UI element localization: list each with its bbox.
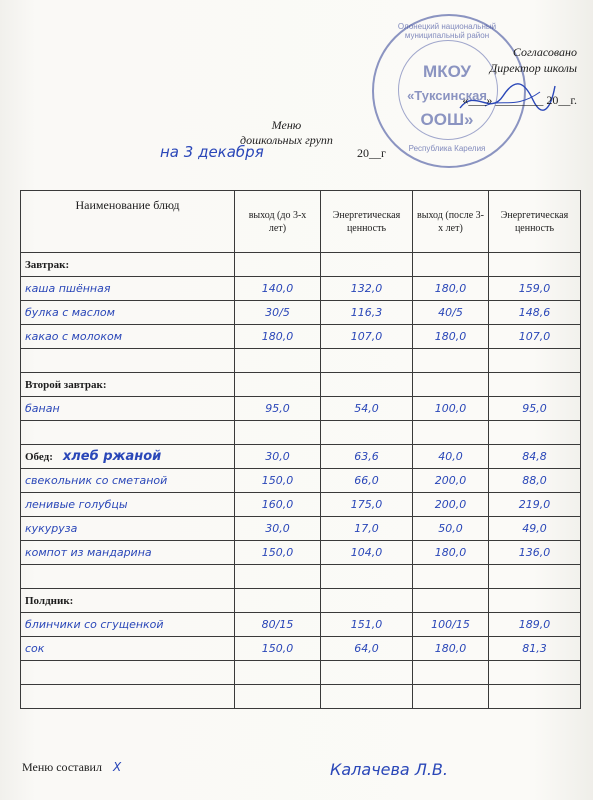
- menu-table: [20, 190, 581, 709]
- cell-empty: [321, 589, 413, 613]
- approval-block: [462, 44, 577, 108]
- cell-empty: [321, 253, 413, 277]
- approval-role: Директор школы: [489, 61, 577, 75]
- dish-name-cell: [21, 685, 235, 709]
- table-row: [21, 469, 581, 493]
- value-cell: 66,0: [321, 469, 413, 493]
- table-row: [21, 493, 581, 517]
- dish-name-cell: [21, 421, 235, 445]
- value-cell: 107,0: [321, 325, 413, 349]
- value-cell: 200,0: [413, 469, 489, 493]
- value-cell: [489, 661, 581, 685]
- value-cell: 88,0: [489, 469, 581, 493]
- menu-year-suffix: г: [380, 146, 386, 160]
- cell-value: 84,8: [489, 445, 581, 469]
- value-cell: 107,0: [489, 325, 581, 349]
- menu-year: 20__г: [356, 146, 386, 160]
- value-cell: 95,0: [489, 397, 581, 421]
- section-title: [21, 589, 235, 613]
- cell-empty: [489, 589, 581, 613]
- value-cell: 150,0: [235, 541, 321, 565]
- value-cell: [235, 349, 321, 373]
- value-cell: [413, 565, 489, 589]
- section-title-text: Обед:: [25, 451, 53, 463]
- cell-empty: [489, 253, 581, 277]
- value-cell: [321, 349, 413, 373]
- cell-value: 40,0: [413, 445, 489, 469]
- header-yield-over3: выход (после 3-х лет): [413, 191, 489, 253]
- value-cell: 150,0: [235, 637, 321, 661]
- value-cell: 40/5: [413, 301, 489, 325]
- section-title-text: Второй завтрак:: [25, 378, 107, 391]
- menu-handwritten-date: на 3 декабря: [160, 143, 264, 161]
- value-cell: [235, 685, 321, 709]
- cell-empty: [321, 373, 413, 397]
- table-row: [21, 541, 581, 565]
- value-cell: 100/15: [413, 613, 489, 637]
- value-cell: 180,0: [235, 325, 321, 349]
- cell-empty: [235, 253, 321, 277]
- header-energy-over3: Энергетическая ценность: [489, 191, 581, 253]
- section-title: [21, 445, 235, 469]
- value-cell: 160,0: [235, 493, 321, 517]
- dish-name-cell: какао с молоком: [21, 325, 235, 349]
- table-row: [21, 517, 581, 541]
- value-cell: 180,0: [413, 637, 489, 661]
- cell-empty: [235, 373, 321, 397]
- dish-name-cell: ленивые голубцы: [21, 493, 235, 517]
- header-yield-under3: выход (до 3-х лет): [235, 191, 321, 253]
- value-cell: 151,0: [321, 613, 413, 637]
- cell-value: 63,6: [321, 445, 413, 469]
- value-cell: 136,0: [489, 541, 581, 565]
- value-cell: 159,0: [489, 277, 581, 301]
- dish-name-cell: компот из мандарина: [21, 541, 235, 565]
- section-row: [21, 445, 581, 469]
- compiled-label: Меню составил: [22, 760, 102, 774]
- table-row: [21, 349, 581, 373]
- value-cell: [489, 685, 581, 709]
- table-row: [21, 277, 581, 301]
- dish-name-cell: булка с маслом: [21, 301, 235, 325]
- value-cell: 180,0: [413, 277, 489, 301]
- cell-empty: [235, 589, 321, 613]
- value-cell: 49,0: [489, 517, 581, 541]
- value-cell: [321, 661, 413, 685]
- value-cell: [235, 661, 321, 685]
- value-cell: 30,0: [235, 517, 321, 541]
- section-title-text: Завтрак:: [25, 258, 70, 271]
- value-cell: 64,0: [321, 637, 413, 661]
- compiled-by: [22, 760, 121, 775]
- dish-name-cell: сок: [21, 637, 235, 661]
- dish-name-cell: блинчики со сгущенкой: [21, 613, 235, 637]
- table-row: [21, 421, 581, 445]
- table-row: [21, 301, 581, 325]
- value-cell: 150,0: [235, 469, 321, 493]
- value-cell: [321, 421, 413, 445]
- menu-date: [160, 143, 386, 161]
- cell-value: 30,0: [235, 445, 321, 469]
- value-cell: 200,0: [413, 493, 489, 517]
- table-row: [21, 325, 581, 349]
- value-cell: 175,0: [321, 493, 413, 517]
- value-cell: 81,3: [489, 637, 581, 661]
- value-cell: [413, 661, 489, 685]
- table-row: [21, 661, 581, 685]
- value-cell: 132,0: [321, 277, 413, 301]
- table-row: [21, 397, 581, 421]
- dish-name-cell: [21, 565, 235, 589]
- dish-name-cell: кукуруза: [21, 517, 235, 541]
- section-title: [21, 373, 235, 397]
- cell-empty: [413, 373, 489, 397]
- value-cell: 219,0: [489, 493, 581, 517]
- value-cell: [413, 349, 489, 373]
- stamp-line-2: «Туксинская: [407, 88, 487, 103]
- value-cell: 17,0: [321, 517, 413, 541]
- menu-year-prefix: 20: [356, 146, 369, 160]
- section-inline-dish: хлеб ржаной: [62, 449, 162, 464]
- section-row: [21, 253, 581, 277]
- section-title: [21, 253, 235, 277]
- value-cell: 100,0: [413, 397, 489, 421]
- compiler-name: Калачева Л.В.: [330, 760, 448, 779]
- stamp-ring-top: Олонецкий национальный муниципальный район: [397, 22, 497, 40]
- value-cell: 104,0: [321, 541, 413, 565]
- value-cell: 54,0: [321, 397, 413, 421]
- approval-title: Согласовано: [512, 45, 577, 59]
- section-title-text: Полдник:: [25, 594, 74, 607]
- table-row: [21, 637, 581, 661]
- cell-empty: [413, 589, 489, 613]
- header-energy-under3: Энергетическая ценность: [321, 191, 413, 253]
- value-cell: 80/15: [235, 613, 321, 637]
- value-cell: 116,3: [321, 301, 413, 325]
- value-cell: 50,0: [413, 517, 489, 541]
- value-cell: [489, 565, 581, 589]
- approval-date-suffix: 20__г.: [546, 93, 577, 107]
- value-cell: 95,0: [235, 397, 321, 421]
- value-cell: 148,6: [489, 301, 581, 325]
- value-cell: 180,0: [413, 325, 489, 349]
- header-dish-name: Наименование блюд: [21, 191, 235, 253]
- value-cell: 30/5: [235, 301, 321, 325]
- dish-name-cell: [21, 661, 235, 685]
- cell-empty: [489, 373, 581, 397]
- value-cell: [489, 349, 581, 373]
- compiler-initial-signature: Х: [112, 760, 122, 774]
- section-row: [21, 589, 581, 613]
- dish-name-cell: банан: [21, 397, 235, 421]
- table-row: [21, 565, 581, 589]
- value-cell: 180,0: [413, 541, 489, 565]
- dish-name-cell: каша пшённая: [21, 277, 235, 301]
- value-cell: [413, 685, 489, 709]
- value-cell: [489, 421, 581, 445]
- table-header-row: [21, 191, 581, 253]
- value-cell: [413, 421, 489, 445]
- value-cell: [321, 565, 413, 589]
- value-cell: 189,0: [489, 613, 581, 637]
- menu-subtitle: дошкольных групп: [240, 133, 333, 147]
- value-cell: 140,0: [235, 277, 321, 301]
- dish-name-cell: [21, 349, 235, 373]
- value-cell: [235, 421, 321, 445]
- menu-table-body: [21, 253, 581, 709]
- dish-name-cell: свекольник со сметаной: [21, 469, 235, 493]
- value-cell: [235, 565, 321, 589]
- table-row: [21, 685, 581, 709]
- stamp-line-3: ООШ»: [420, 110, 474, 129]
- approval-date: «___» ________ 20__г.: [462, 93, 577, 107]
- stamp-line-1: МКОУ: [423, 62, 471, 81]
- table-row: [21, 613, 581, 637]
- section-row: [21, 373, 581, 397]
- value-cell: [321, 685, 413, 709]
- menu-title: Меню: [271, 118, 302, 132]
- cell-empty: [413, 253, 489, 277]
- stamp-ring-bottom: Республика Карелия: [408, 144, 486, 153]
